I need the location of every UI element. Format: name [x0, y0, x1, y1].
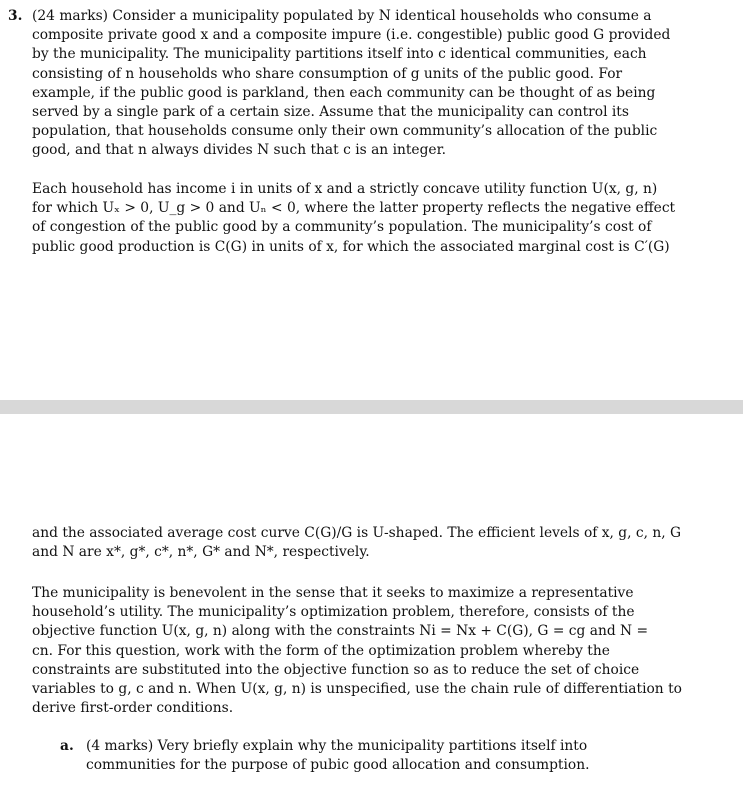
- text-line: Each household has income i in units of x and a strictly concave utility function U(x, g, n): [32, 181, 658, 197]
- text-line: constraints are substituted into the objective function so as to reduce the set of choice: [32, 661, 640, 678]
- text-line: The municipality is benevolent in the sense that it seeks to maximize a representative: [32, 585, 634, 601]
- question-number: 3.: [8, 8, 23, 24]
- text-line: composite private good x and a composite impure (i.e. congestible) public good G provided: [32, 27, 671, 44]
- text-line: example, if the public good is parkland, then each community can be thought of as being: [32, 84, 656, 101]
- text-line: by the municipality. The municipality partitions itself into c identical communities, each: [32, 46, 647, 63]
- text-line: public good production is C(G) in units of x, for which the associated marginal cost is C′(G): [32, 238, 670, 255]
- text-line: variables to g, c and n. When U(x, g, n) is unspecified, use the chain rule of differentiation to: [32, 681, 682, 698]
- text-line: good, and that n always divides N such that c is an integer.: [32, 142, 447, 159]
- text-line: and the associated average cost curve C(G)/G is U-shaped. The efficient levels of x, g, c, n, G: [32, 525, 682, 541]
- text-line: (24 marks) Consider a municipality populated by N identical households who consume a: [32, 8, 652, 24]
- text-line: consisting of n households who share consumption of g units of the public good. For: [32, 65, 623, 82]
- text-line: derive first-order conditions.: [32, 700, 234, 717]
- continuation-paragraph: [32, 524, 692, 562]
- text-line: cn. For this question, work with the form of the optimization problem whereby the: [32, 642, 610, 659]
- text-line: (4 marks) Very briefly explain why the municipality partitions itself into: [86, 738, 588, 754]
- text-line: and N are x*, g*, c*, n*, G* and N*, respectively.: [32, 544, 370, 561]
- text-line: household’s utility. The municipality’s optimization problem, therefore, consists of the: [32, 604, 635, 621]
- benevolent-paragraph: [32, 584, 692, 718]
- text-line: population, that households consume only their own community’s allocation of the public: [32, 123, 658, 140]
- text-line: communities for the purpose of pubic good allocation and consumption.: [86, 757, 590, 774]
- text-line: served by a single park of a certain size. Assume that the municipality can control its: [32, 104, 629, 121]
- page-break: [0, 400, 743, 414]
- income-paragraph: [32, 180, 692, 257]
- text-line: of congestion of the public good by a community’s population. The municipality’s cost of: [32, 219, 652, 236]
- part-a-text: [86, 737, 706, 775]
- intro-paragraph: [32, 7, 692, 161]
- text-line: objective function U(x, g, n) along with the constraints Ni = Nx + C(G), G = cg and N =: [32, 623, 649, 640]
- text-line: for which Uₓ > 0, U_g > 0 and Uₙ < 0, where the latter property reflects the negative effect: [32, 200, 676, 217]
- part-a-label: a.: [60, 738, 74, 754]
